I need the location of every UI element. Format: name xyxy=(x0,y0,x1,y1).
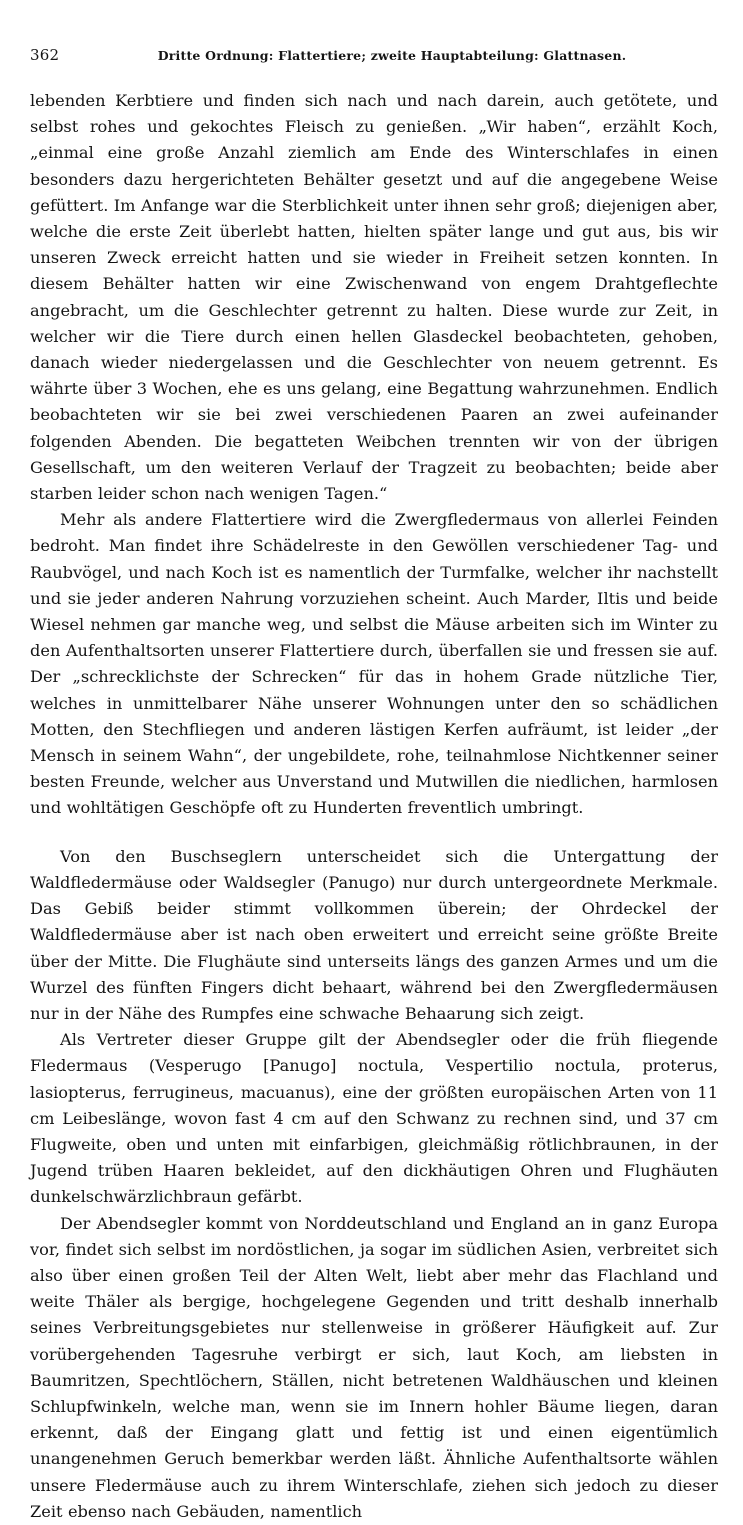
paragraph-2: Mehr als andere Flattertiere wird die Zwergfledermaus von allerlei Feinden bedroht. Man findet ihre Schädelreste in den Gewöllen verschiedener Tag- und Raubvögel, und nach Koch ist es namentlich der Turmfalke, welcher ihr nachstellt und sie jeder anderen Nahrung vorzuziehen scheint. Auch Marder, Iltis und beide Wiesel nehmen gar manche weg, und selbst die Mäuse arbeiten sich im Winter zu den Aufenthaltsorten unserer Flattertiere durch, überfallen sie und fressen sie auf. Der „schrecklichste der Schrecken“ für das in hohem Grade nützliche Tier, welches in unmittelbarer Nähe unserer Wohnungen unter den so schädlichen Motten, den Stechfliegen und anderen lästigen Kerfen aufräumt, ist leider „der Mensch in seinem Wahn“, der ungebildete, rohe, teilnahmlose Nichtkenner seiner besten Freunde, welcher aus Unverstand und Mutwillen die niedlichen, harmlosen und wohltätigen Geschöpfe oft zu Hunderten freventlich umbringt. xyxy=(30,510,718,818)
page-header xyxy=(30,46,718,74)
paragraph-1: lebenden Kerbtiere und finden sich nach und nach darein, auch getötete, und selbst rohes und gekochtes Fleisch zu genießen. „Wir haben“, erzählt Koch, „einmal eine große Anzahl ziemlich am Ende des Winterschlafes in einen besonders dazu hergerichteten Behälter gesetzt und auf die angegebene Weise gefüttert. Im Anfange war die Sterblichkeit unter ihnen sehr groß; diejenigen aber, welche die erste Zeit überlebt hatten, hielten später lange und gut aus, bis wir unseren Zweck erreicht hatten und sie wieder in Freiheit setzen konnten. In diesem Behälter hatten wir eine Zwischenwand von engem Drahtgeflechte angebracht, um die Geschlechter getrennt zu halten. Diese wurde zur Zeit, in welcher wir die Tiere durch einen hellen Glasdeckel beobachteten, gehoben, danach wieder niedergelassen und die Geschlechter von neuem getrennt. Es währte über 3 Wochen, ehe es uns gelang, eine Begattung wahrzunehmen. Endlich beobachteten wir sie bei zwei verschiedenen Paaren an zwei aufeinander folgenden Abenden. Die begatteten Weibchen trennten wir von der übrigen Gesellschaft, um den weiteren Verlauf der Tragzeit zu beobachten; beide aber starben leider schon nach wenigen Tagen.“ xyxy=(30,91,718,504)
paragraph-3: Von den Buschseglern unterscheidet sich die Untergattung der Waldfledermäuse oder Waldsegler (Panugo) nur durch untergeordnete Merkmale. Das Gebiß beider stimmt vollkommen überein; der Ohrdeckel der Waldfledermäuse aber ist nach oben erweitert und erreicht seine größte Breite über der Mitte. Die Flughäute sind unterseits längs des ganzen Armes und um die Wurzel des fünften Fingers dicht behaart, während bei den Zwergfledermäusen nur in der Nähe des Rumpfes eine schwache Behaarung sich zeigt. xyxy=(30,846,718,1023)
book-page xyxy=(30,46,718,1525)
running-head: Dritte Ordnung: Flattertiere; zweite Hauptabteilung: Glattnasen. xyxy=(157,48,627,63)
paragraph-4: Als Vertreter dieser Gruppe gilt der Abendsegler oder die früh fliegende Fledermaus (Vesperugo [Panugo] noctula, Vespertilio noctula, proterus, lasiopterus, ferrugineus, macuanus), eine der größten europäischen Arten von 11 cm Leibeslänge, wovon fast 4 cm auf den Schwanz zu rechnen sind, und 37 cm Flugweite, oben und unten mit einfarbigen, gleichmäßig rötlichbraunen, in der Jugend trüben Haaren bekleidet, auf den dickhäutigen Ohren und Flughäuten dunkelschwärzlichbraun gefärbt. xyxy=(30,1030,718,1207)
page-number: 362 xyxy=(30,46,60,64)
paragraph-5: Der Abendsegler kommt von Norddeutschland und England an in ganz Europa vor, findet sich selbst im nordöstlichen, ja sogar im südlichen Asien, verbreitet sich also über einen großen Teil der Alten Welt, liebt aber mehr das Flachland und weite Thäler als bergige, hochgelegene Gegenden und tritt deshalb innerhalb seines Verbreitungsgebietes nur stellenweise in größerer Häufigkeit auf. Zur vorübergehenden Tagesruhe verbirgt er sich, laut Koch, am liebsten in Baumritzen, Spechtlöchern, Ställen, nicht betretenen Waldhäuschen und kleinen Schlupfwinkeln, welche man, wenn sie im Innern hohler Bäume liegen, daran erkennt, daß der Eingang glatt und fettig ist und einen eigentümlich unangenehmen Geruch bemerkbar werden läßt. Ähnliche Aufenthaltsorte wählen unsere Fledermäuse auch zu ihrem Winterschlafe, ziehen sich jedoch zu dieser Zeit ebenso nach Gebäuden, namentlich xyxy=(30,1213,718,1521)
section-gap xyxy=(30,822,718,844)
